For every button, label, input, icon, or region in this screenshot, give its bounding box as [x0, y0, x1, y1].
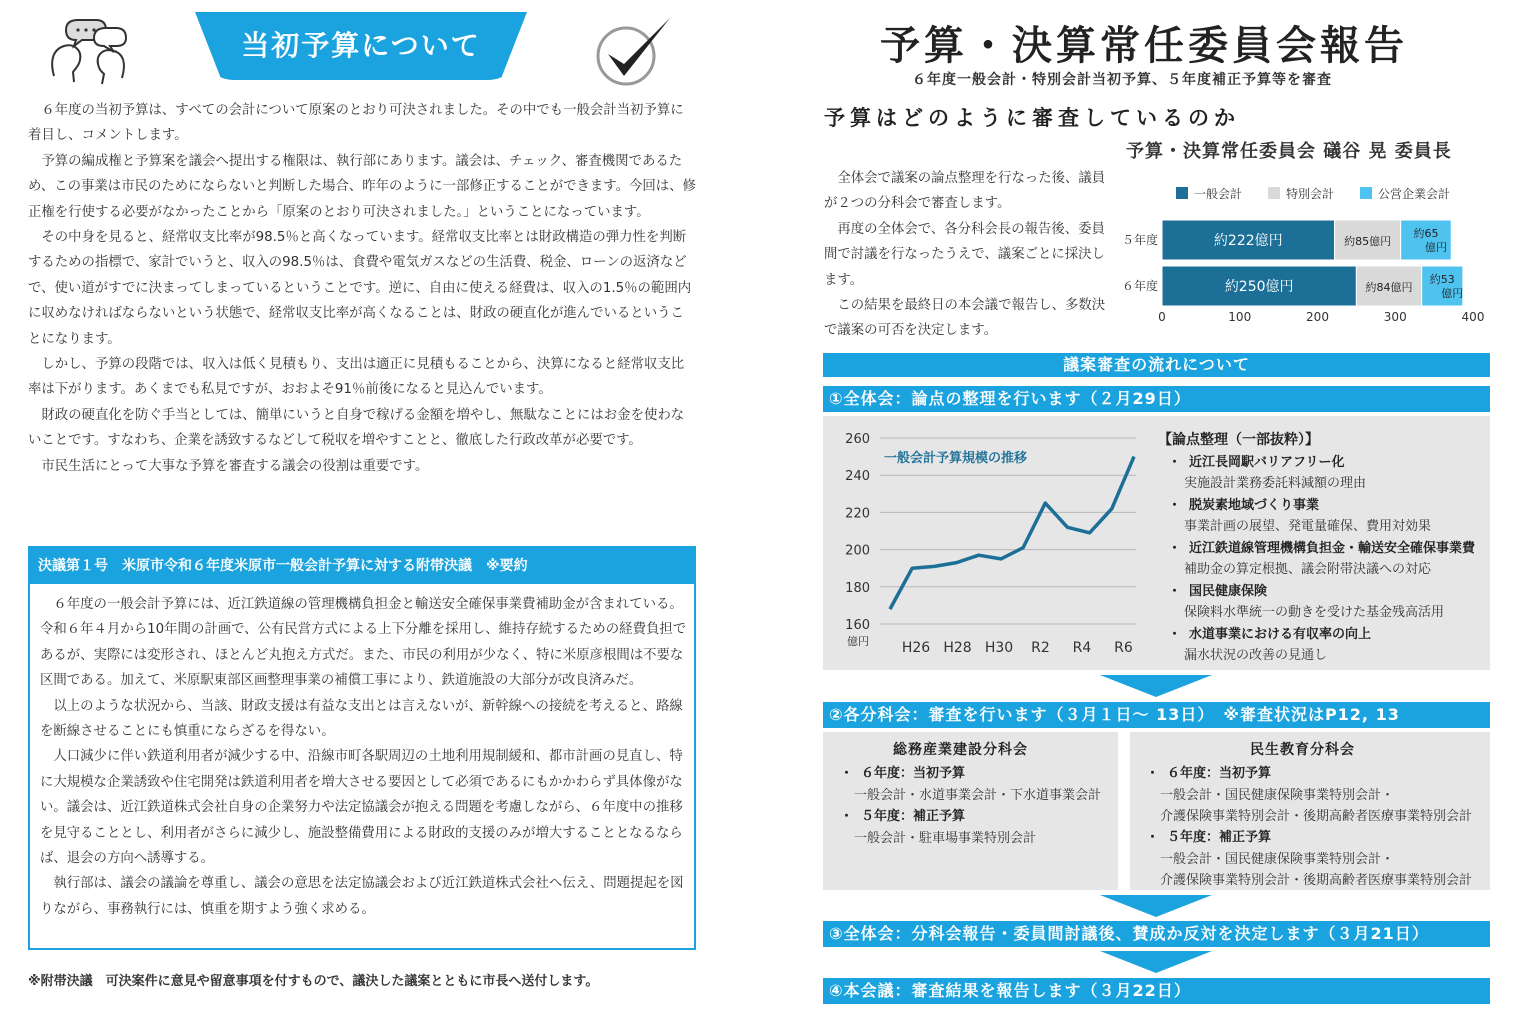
committee-line: 一般会計・国民健康保険事業特別会計・	[1160, 788, 1395, 803]
point-item	[1168, 537, 1475, 556]
data-label-line: 約65	[1413, 227, 1439, 240]
point-detail: 事業計画の展望、発電量確保、費用対効果	[1184, 519, 1432, 534]
bullet: ・	[1168, 455, 1182, 470]
bullet: ・	[1168, 541, 1182, 556]
x-tick-label: R4	[1072, 640, 1092, 656]
x-tick-label: 0	[1158, 310, 1166, 324]
bullet: ・	[1168, 584, 1182, 599]
committee-line	[840, 762, 965, 781]
legend-label: 一般会計	[1194, 187, 1243, 201]
data-label: 約85億円	[1344, 235, 1392, 248]
x-tick-label: 100	[1228, 310, 1252, 324]
x-tick-label: R6	[1114, 640, 1133, 656]
y-axis-unit: 億円	[847, 635, 869, 648]
resolution-box	[28, 546, 696, 950]
point-item	[1168, 494, 1319, 513]
paragraph: 全体会で議案の論点整理を行なった後、議員が２つの分科会で審査します。	[824, 171, 1106, 212]
trend-line-chart	[832, 424, 1144, 664]
bar-segment	[1401, 220, 1452, 260]
x-tick-label: 400	[1461, 310, 1485, 324]
data-label: 約84億円	[1365, 281, 1413, 294]
footnote: ※附帯決議 可決案件に意見や留意事項を付すもので、議決した議案とともに市長へ送付します。	[28, 974, 599, 989]
data-label: 約222億円	[1213, 233, 1283, 249]
category-label: ５年度	[1122, 233, 1159, 247]
committee-line-text: ６年度：当初予算	[861, 766, 966, 781]
resolution-body	[40, 592, 688, 922]
section-title: 予算はどのように審査しているのか	[824, 106, 1240, 130]
committee-line	[1146, 762, 1271, 781]
bullet: ・	[1146, 830, 1160, 845]
point-detail: 実施設計業務委託料減額の理由	[1184, 476, 1367, 491]
point-item	[1168, 451, 1345, 470]
paragraph: 市民生活にとって大事な予算を審査する議会の役割は重要です。	[41, 458, 429, 474]
y-tick-label: 220	[845, 506, 870, 522]
point-title: 近江鉄道線管理機構負担金・輸送安全確保事業費	[1189, 541, 1476, 556]
paragraph: ６年度の当初予算は、すべての会計について原案のとおり可決されました。その中でも一般会計当初予算に着目し、コメントします。	[28, 103, 684, 144]
y-tick-label: 260	[845, 432, 870, 447]
committee-line-text: ６年度：当初予算	[1167, 766, 1272, 781]
category-label: ６年度	[1122, 279, 1159, 293]
committee-b-title: 民生教育分科会	[1250, 742, 1355, 758]
step-1-band: ①全体会：論点の整理を行います（２月29日）	[823, 386, 1490, 412]
main-subtitle: ６年度一般会計・特別会計当初予算、５年度補正予算等を審査	[912, 72, 1332, 88]
left-page	[0, 0, 720, 1026]
x-tick-label: H28	[943, 640, 972, 656]
paragraph: 財政の硬直化を防ぐ手当としては、簡単にいうと自身で稼げる金額を増やし、無駄なことにはお金を使わないことです。すなわち、企業を誘致するなどして税収を増やすことと、徹底した行政改革が必要です。	[28, 407, 685, 449]
data-label-line: 億円	[1441, 287, 1464, 300]
legend-label: 公営企業会計	[1378, 187, 1451, 201]
point-item	[1168, 623, 1371, 642]
legend-swatch	[1176, 187, 1188, 199]
committee-line: 一般会計・国民健康保険事業特別会計・	[1160, 852, 1395, 867]
checkmark-icon	[594, 14, 678, 88]
paragraph: 以上のような状況から、当該、財政支援は有益な支出とは言えないが、新幹線への接続を考えると、路線を断線させることにも慎重にならざるを得ない。	[40, 698, 683, 740]
budget-bar-chart	[1118, 178, 1498, 328]
bar-segment	[1422, 266, 1463, 306]
paragraph: その中身を見ると、経常収支比率が98.5％と高くなっています。経常収支比率とは財政構造の弾力性を判断するための指標で、家計でいうと、収入の98.5％は、食費や電気ガスなどの生活費、税金、ローンの返済などで、使い道がすでに決まってしまっているということです。逆に、自由に使える経費は、収入の1.5％の範囲内に収めなければならないという状態で、経常収支比率が高くなることは、財政の硬直化が進んでいるということになります。	[28, 230, 692, 347]
committee-line: 一般会計・駐車場事業特別会計	[854, 831, 1037, 846]
left-page-title: 当初予算について	[241, 29, 481, 62]
paragraph: ６年度の一般会計予算には、近江鉄道線の管理機構負担金と輸送安全確保事業費補助金が含まれている。令和６年４月から10年間の計画で、公有民営方式による上下分離を採用し、維持存続するための経費負担であるが、実際には変形され、ほとんど丸抱え方式だ。また、市民の利用が少なく、特に米原彦根間は不要な区間である。加えて、米原駅東部区画整理事業の補償工事により、鉄道施設の大部分が改良済みだ。	[40, 597, 687, 689]
flow-arrow	[1100, 675, 1212, 697]
bullet: ・	[1146, 766, 1160, 781]
paragraph: 予算の編成権と予算案を議会へ提出する権限は、執行部にあります。議会は、チェック、審査機関であるため、この事業は市民のためにならないと判断した場合、昨年のように一部修正することができます。今回は、修正権を行使する必要がなかったことから「原案のとおり可決されました。」ということになっています。	[28, 153, 696, 220]
x-tick-label: 300	[1383, 310, 1407, 324]
paragraph: しかし、予算の段階では、収入は低く見積もり、支出は適正に見積もることから、決算になると経常収支比率は下がります。あくまでも私見ですが、おおよそ91％前後になると見込んでいます。	[28, 357, 685, 398]
resolution-heading: 決議第１号 米原市令和６年度米原市一般会計予算に対する附帯決議 ※要約	[30, 548, 694, 584]
committee-line: 介護保険事業特別会計・後期高齢者医療事業特別会計	[1160, 873, 1473, 888]
committee-line-text: ５年度：補正予算	[861, 809, 966, 824]
flow-heading: 議案審査の流れについて	[823, 353, 1490, 377]
point-detail: 保険料水準統一の動きを受けた基金残高活用	[1184, 605, 1445, 620]
point-item	[1168, 580, 1267, 599]
committee-line: 一般会計・水道事業会計・下水道事業会計	[854, 788, 1102, 803]
x-tick-label: H30	[984, 640, 1014, 656]
chart-title: 一般会計予算規模の推移	[884, 451, 1028, 466]
flow-arrow	[1100, 951, 1212, 973]
data-label: 約250億円	[1224, 279, 1294, 295]
bullet: ・	[1168, 627, 1182, 642]
committee-a-title: 総務産業建設分科会	[893, 742, 1028, 758]
paragraph: 人口減少に伴い鉄道利用者が減少する中、沿線市町各駅周辺の土地利用規制緩和、都市計画の見直し、特に大規模な企業誘致や住宅開発は鉄道利用者を増大させる要因として必須であるにもかかわらず具体像がない。議会は、近江鉄道株式会社自身の企業努力や法定協議会が抱える問題を考慮しながら、６年度中の推移を見守ることとし、利用者がさらに減少し、施設整備費用による財政的支援のみが増大することとなるならば、退会の方向へ誘導する。	[40, 749, 683, 867]
y-tick-label: 180	[845, 580, 870, 596]
point-detail: 漏水状況の改善の見通し	[1184, 648, 1328, 663]
main-title: 予算・決算常任委員会報告	[880, 23, 1408, 69]
x-tick-label: R2	[1031, 640, 1050, 656]
step-3-band: ③全体会：分科会報告・委員間討議後、賛成か反対を決定します（３月21日）	[823, 921, 1490, 947]
y-tick-label: 240	[845, 469, 870, 485]
committee-line-text: ５年度：補正予算	[1167, 830, 1272, 845]
bullet: ・	[840, 766, 854, 781]
step-2-band: ②各分科会：審査を行います（３月１日～ 13日） ※審査状況はP12, 13	[823, 702, 1490, 728]
x-tick-label: 200	[1306, 310, 1329, 324]
legend-label: 特別会計	[1286, 187, 1335, 201]
legend-swatch	[1360, 187, 1372, 199]
conversation-icon	[44, 16, 132, 86]
y-tick-label: 160	[845, 618, 870, 633]
series-line	[890, 457, 1134, 610]
committee-line	[840, 805, 965, 824]
bullet: ・	[840, 809, 854, 824]
data-label-line: 億円	[1424, 241, 1447, 254]
legend-swatch	[1268, 187, 1280, 199]
point-detail: 補助金の算定根拠、議会附帯決議への対応	[1184, 562, 1432, 577]
point-title: 国民健康保険	[1189, 584, 1268, 599]
paragraph: この結果を最終日の本会議で報告し、多数決で議案の可否を決定します。	[824, 298, 1106, 339]
review-intro	[824, 166, 1112, 344]
committee-line: 介護保険事業特別会計・後期高齢者医療事業特別会計	[1160, 809, 1473, 824]
point-title: 脱炭素地域づくり事業	[1189, 498, 1320, 513]
x-tick-label: H26	[901, 640, 931, 656]
paragraph: 再度の全体会で、各分科会長の報告後、委員間で討議を行なったうえで、議案ごとに採決します。	[824, 221, 1105, 288]
y-tick-label: 200	[845, 543, 870, 559]
step-4-band: ④本会議：審査結果を報告します（３月22日）	[823, 978, 1490, 1004]
data-label-line: 約53	[1429, 273, 1455, 286]
intro-paragraphs	[28, 98, 696, 479]
point-title: 水道事業における有収率の向上	[1189, 627, 1372, 642]
bullet: ・	[1168, 498, 1182, 513]
flow-arrow	[1100, 895, 1212, 917]
paragraph: 執行部は、議会の議論を尊重し、議会の意思を法定協議会および近江鉄道株式会社へ伝え、問題提起を図りながら、事務執行には、慎重を期すよう強く求める。	[40, 876, 684, 917]
point-title: 近江長岡駅バリアフリー化	[1189, 455, 1345, 470]
committee-chair: 予算・決算常任委員会 礒谷 晃 委員長	[1126, 141, 1452, 162]
committee-line	[1146, 826, 1271, 845]
points-heading: 【論点整理（一部抜粋）】	[1158, 432, 1319, 448]
